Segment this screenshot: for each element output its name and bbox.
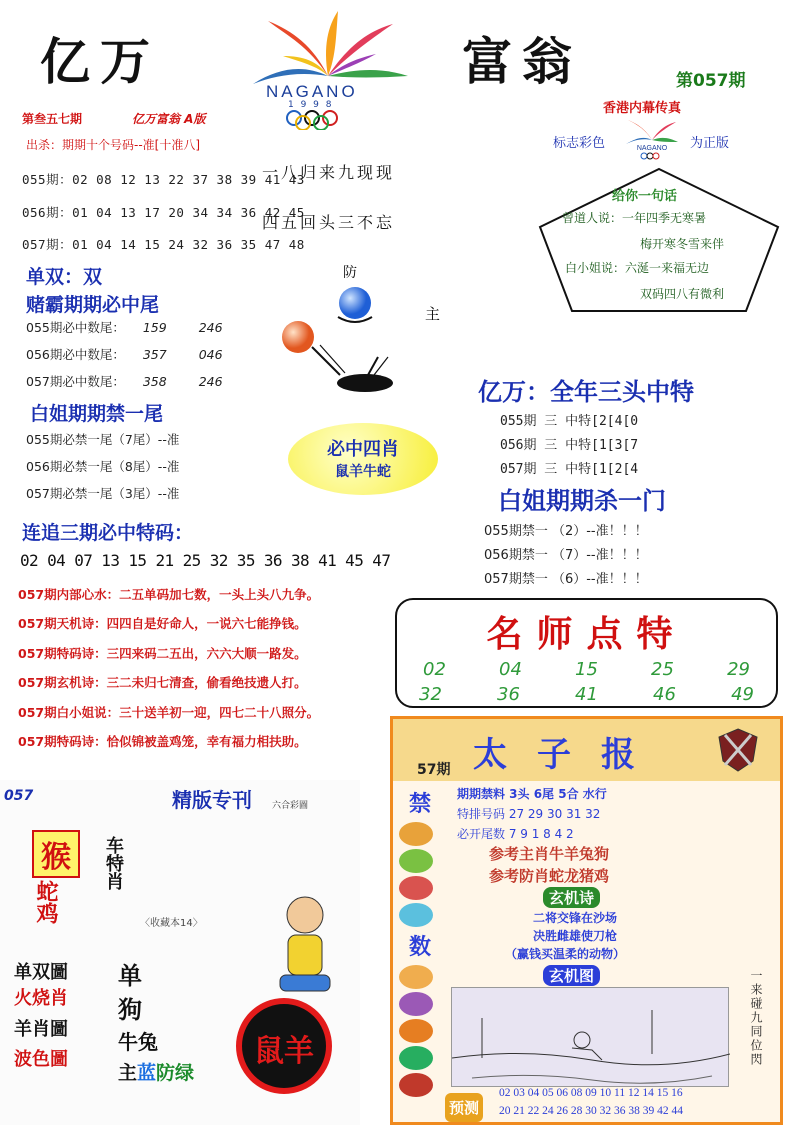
oval-title: 必中四肖 (327, 439, 399, 460)
master-box (395, 598, 778, 708)
edition-issue: 057 (4, 788, 34, 804)
kill-row: 057期禁一 （6）--准！！！ (484, 572, 648, 587)
olympic-rings-icon (280, 110, 380, 130)
pentagon-title: 给你一句话 (612, 189, 678, 204)
fax-title: 香港内幕传真 (603, 101, 682, 116)
poem-line: 057期内部心水：二五单码加七数，一头上头八九争。 (18, 587, 320, 602)
zodiac-animal-icon (399, 1046, 433, 1070)
special-heading: 连追三期必中特码： (22, 522, 194, 544)
sketch-scene-icon (452, 988, 730, 1088)
master-row (397, 659, 776, 680)
shield-emblem-icon (713, 725, 763, 775)
zodiac-circle (236, 998, 332, 1094)
edition-sub: 六合彩圖 (272, 801, 309, 811)
title-left: 亿万 (40, 32, 160, 91)
master-number: 04 (499, 659, 522, 680)
tail-heading: 赌霸期期必中尾 (26, 294, 160, 316)
vertical-hint: 一来碰九同位閃 (749, 969, 763, 1067)
poem-title: 玄机诗 (543, 887, 600, 908)
tail-row-b: 246 (198, 374, 223, 389)
small-logo-icon (622, 116, 682, 160)
tail-row-label: 057期必中数尾： (26, 374, 125, 389)
number-row: 057期：01 04 14 15 24 32 36 35 47 48 (22, 237, 305, 252)
zodiac-animal-icon (399, 1073, 433, 1097)
picture-title: 玄机图 (543, 965, 600, 986)
paper-row: 期期禁料 3头 6尾 5合 水行 (457, 787, 607, 801)
tail-row-a: 159 (142, 320, 167, 335)
logo-year: 1 9 9 8 (288, 100, 334, 110)
master-number: 15 (575, 659, 598, 680)
zodiac-animal-icon (399, 876, 433, 900)
number-row: 055期：02 08 12 13 22 37 38 39 41 43 (22, 172, 305, 187)
predict-row: 20 21 22 24 26 28 30 32 36 38 39 42 44 (499, 1105, 683, 1117)
chart-label: 火烧肖 (14, 988, 68, 1009)
answer-word: 单 (118, 962, 142, 990)
nagano-logo (228, 6, 428, 131)
subtitle: 出杀：期期十个号码--准[十准八] (26, 138, 201, 152)
main-word: 主 (118, 1062, 138, 1084)
ban-heading: 白姐期期禁一尾 (30, 403, 164, 425)
title-right: 富翁 (462, 32, 582, 91)
main-label: 主 (425, 305, 441, 323)
master-number: 29 (727, 659, 750, 680)
master-number: 32 (419, 684, 442, 705)
main-defend-line (118, 1058, 194, 1085)
issue-number: 第057期 (676, 71, 746, 91)
tail-row-a: 357 (142, 347, 167, 362)
number-row: 056期：01 04 13 17 20 34 34 36 42 45 (22, 205, 305, 220)
paper-row: 特排号码 27 29 30 31 32 (457, 807, 601, 821)
master-number: 02 (423, 659, 446, 680)
zodiac-icons (399, 822, 441, 927)
kill-title: 白姐期期杀一门 (498, 487, 666, 515)
zodiac-column (399, 787, 441, 1123)
pentagon-line: 双码四八有微利 (640, 287, 725, 301)
master-number: 36 (497, 684, 520, 705)
zodiac-animal-icon (399, 822, 433, 846)
master-row (397, 684, 776, 705)
side-label-top: 禁 (408, 792, 431, 817)
ref-main: 参考主肖牛羊兔狗 (489, 845, 610, 863)
three-head-row: 055期 三 中特[2[4[0 (500, 414, 639, 429)
pentagon-line: 白小姐说：六涎一来福无边 (565, 261, 710, 275)
issue-label: 第叁五七期 (22, 112, 83, 126)
newspaper-panel (390, 716, 783, 1125)
circle-text: 鼠羊 (254, 1034, 314, 1069)
chart-label: 羊肖圖 (14, 1019, 68, 1040)
paper-poem: （赢钱买温柔的动物） (505, 947, 626, 961)
side-label-mid: 数 (408, 935, 431, 960)
pentagon-line: 梅开寒冬雪来伴 (640, 237, 725, 251)
tail-row-label: 056期必中数尾： (26, 347, 125, 362)
master-number: 49 (731, 684, 754, 705)
kill-row: 056期禁一 （7）--准！！！ (484, 548, 648, 563)
tail-row (26, 345, 223, 363)
svg-text:NAGANO: NAGANO (636, 145, 668, 152)
newspaper-title: 太子报 (473, 735, 665, 775)
edition-tag: 〈收藏本14〉 (140, 918, 203, 929)
three-head-row: 057期 三 中特[1[2[4 (500, 462, 639, 477)
master-number: 41 (575, 684, 598, 705)
newspaper-issue: 57期 (417, 762, 451, 778)
zodiac-icons (399, 965, 441, 1097)
master-number: 46 (653, 684, 676, 705)
tail-row-a: 358 (142, 374, 167, 389)
tail-row (26, 372, 223, 390)
oval-zodiacs: 鼠羊牛蛇 (335, 464, 391, 480)
poem-line: 057期白小姐说：三十送羊初一迎，四七二十八照分。 (18, 705, 320, 720)
scale-diagram-icon (270, 275, 430, 405)
answer-word: 牛兔 (118, 1030, 158, 1054)
predict-row: 02 03 04 05 06 08 09 10 11 12 14 15 16 (499, 1087, 683, 1099)
edition-brand: 精版专刊 (172, 788, 252, 812)
zodiac-oval (288, 423, 438, 495)
logo-caption-right: 为正版 (690, 136, 730, 151)
ban-row: 057期必禁一尾（3尾）--准 (26, 486, 180, 501)
vertical-label: 车特肖 (103, 836, 124, 890)
chart-label: 波色圖 (14, 1049, 68, 1070)
answer-word: 狗 (118, 996, 142, 1024)
tail-row-b: 046 (198, 347, 223, 362)
ban-row: 056期必禁一尾（8尾）--准 (26, 459, 180, 474)
riddle-line: 四五回头三不忘 (262, 213, 396, 232)
logo-text: NAGANO (266, 82, 358, 101)
ban-row: 055期必禁一尾（7尾）--准 (26, 432, 180, 447)
tail-row (26, 318, 223, 336)
poem-line: 057期特码诗：三四来码二五出，六六大顺一路发。 (18, 646, 307, 661)
ref-defend: 参考防肖蛇龙猪鸡 (489, 867, 610, 885)
chart-label: 单双圖 (14, 962, 68, 983)
three-head-row: 056期 三 中特[1[3[7 (500, 438, 639, 453)
logo-caption-left: 标志彩色 (553, 136, 606, 151)
paper-poem: 二将交锋在沙场 (533, 911, 618, 925)
pentagon-line: 曾道人说：一年四季无寒暑 (562, 211, 707, 225)
poem-line: 057期特码诗：恰似锦被盖鸡笼，幸有福力相扶助。 (18, 734, 307, 749)
riddle-picture (451, 987, 729, 1087)
paper-row: 必开尾数 7 9 1 8 4 2 (457, 827, 574, 841)
special-edition-panel (0, 780, 360, 1125)
predict-label: 预测 (445, 1093, 483, 1122)
paper-poem: 决胜雌雄使刀枪 (533, 929, 618, 943)
blue-word: 蓝 (137, 1062, 157, 1084)
three-head-title: 亿万：全年三头中特 (478, 378, 694, 406)
zodiac-badge-text: 蛇鸡 (33, 880, 58, 924)
defend-label: 防 (343, 265, 357, 281)
cartoon-figure-icon (260, 890, 350, 1000)
brand-label: 亿万富翁 A版 (132, 112, 206, 126)
tail-row-b: 246 (198, 320, 223, 335)
poem-line: 057期玄机诗：三二未归七清查，偷看绝技遗人打。 (18, 675, 307, 690)
riddle-line: 一八归来九现现 (262, 163, 396, 182)
zodiac-animal-icon (399, 849, 433, 873)
kill-row: 055期禁一 （2）--准！！！ (484, 524, 648, 539)
tail-row-label: 055期必中数尾： (26, 320, 125, 335)
poem-line: 057期天机诗：四四自是好命人，一说六七能挣钱。 (18, 616, 307, 631)
zodiac-badge (32, 830, 80, 878)
special-numbers: 02 04 07 13 15 21 25 32 35 36 38 41 45 47 (20, 551, 391, 570)
zodiac-animal-icon (399, 903, 433, 927)
master-title: 名师点特 (486, 613, 687, 655)
zodiac-badge-text: 猴 (41, 840, 71, 875)
zodiac-animal-icon (399, 965, 433, 989)
zodiac-animal-icon (399, 1019, 433, 1043)
master-number: 25 (651, 659, 674, 680)
zodiac-animal-icon (399, 992, 433, 1016)
green-word: 防绿 (156, 1062, 195, 1084)
odd-even-heading: 单双：双 (26, 266, 103, 288)
